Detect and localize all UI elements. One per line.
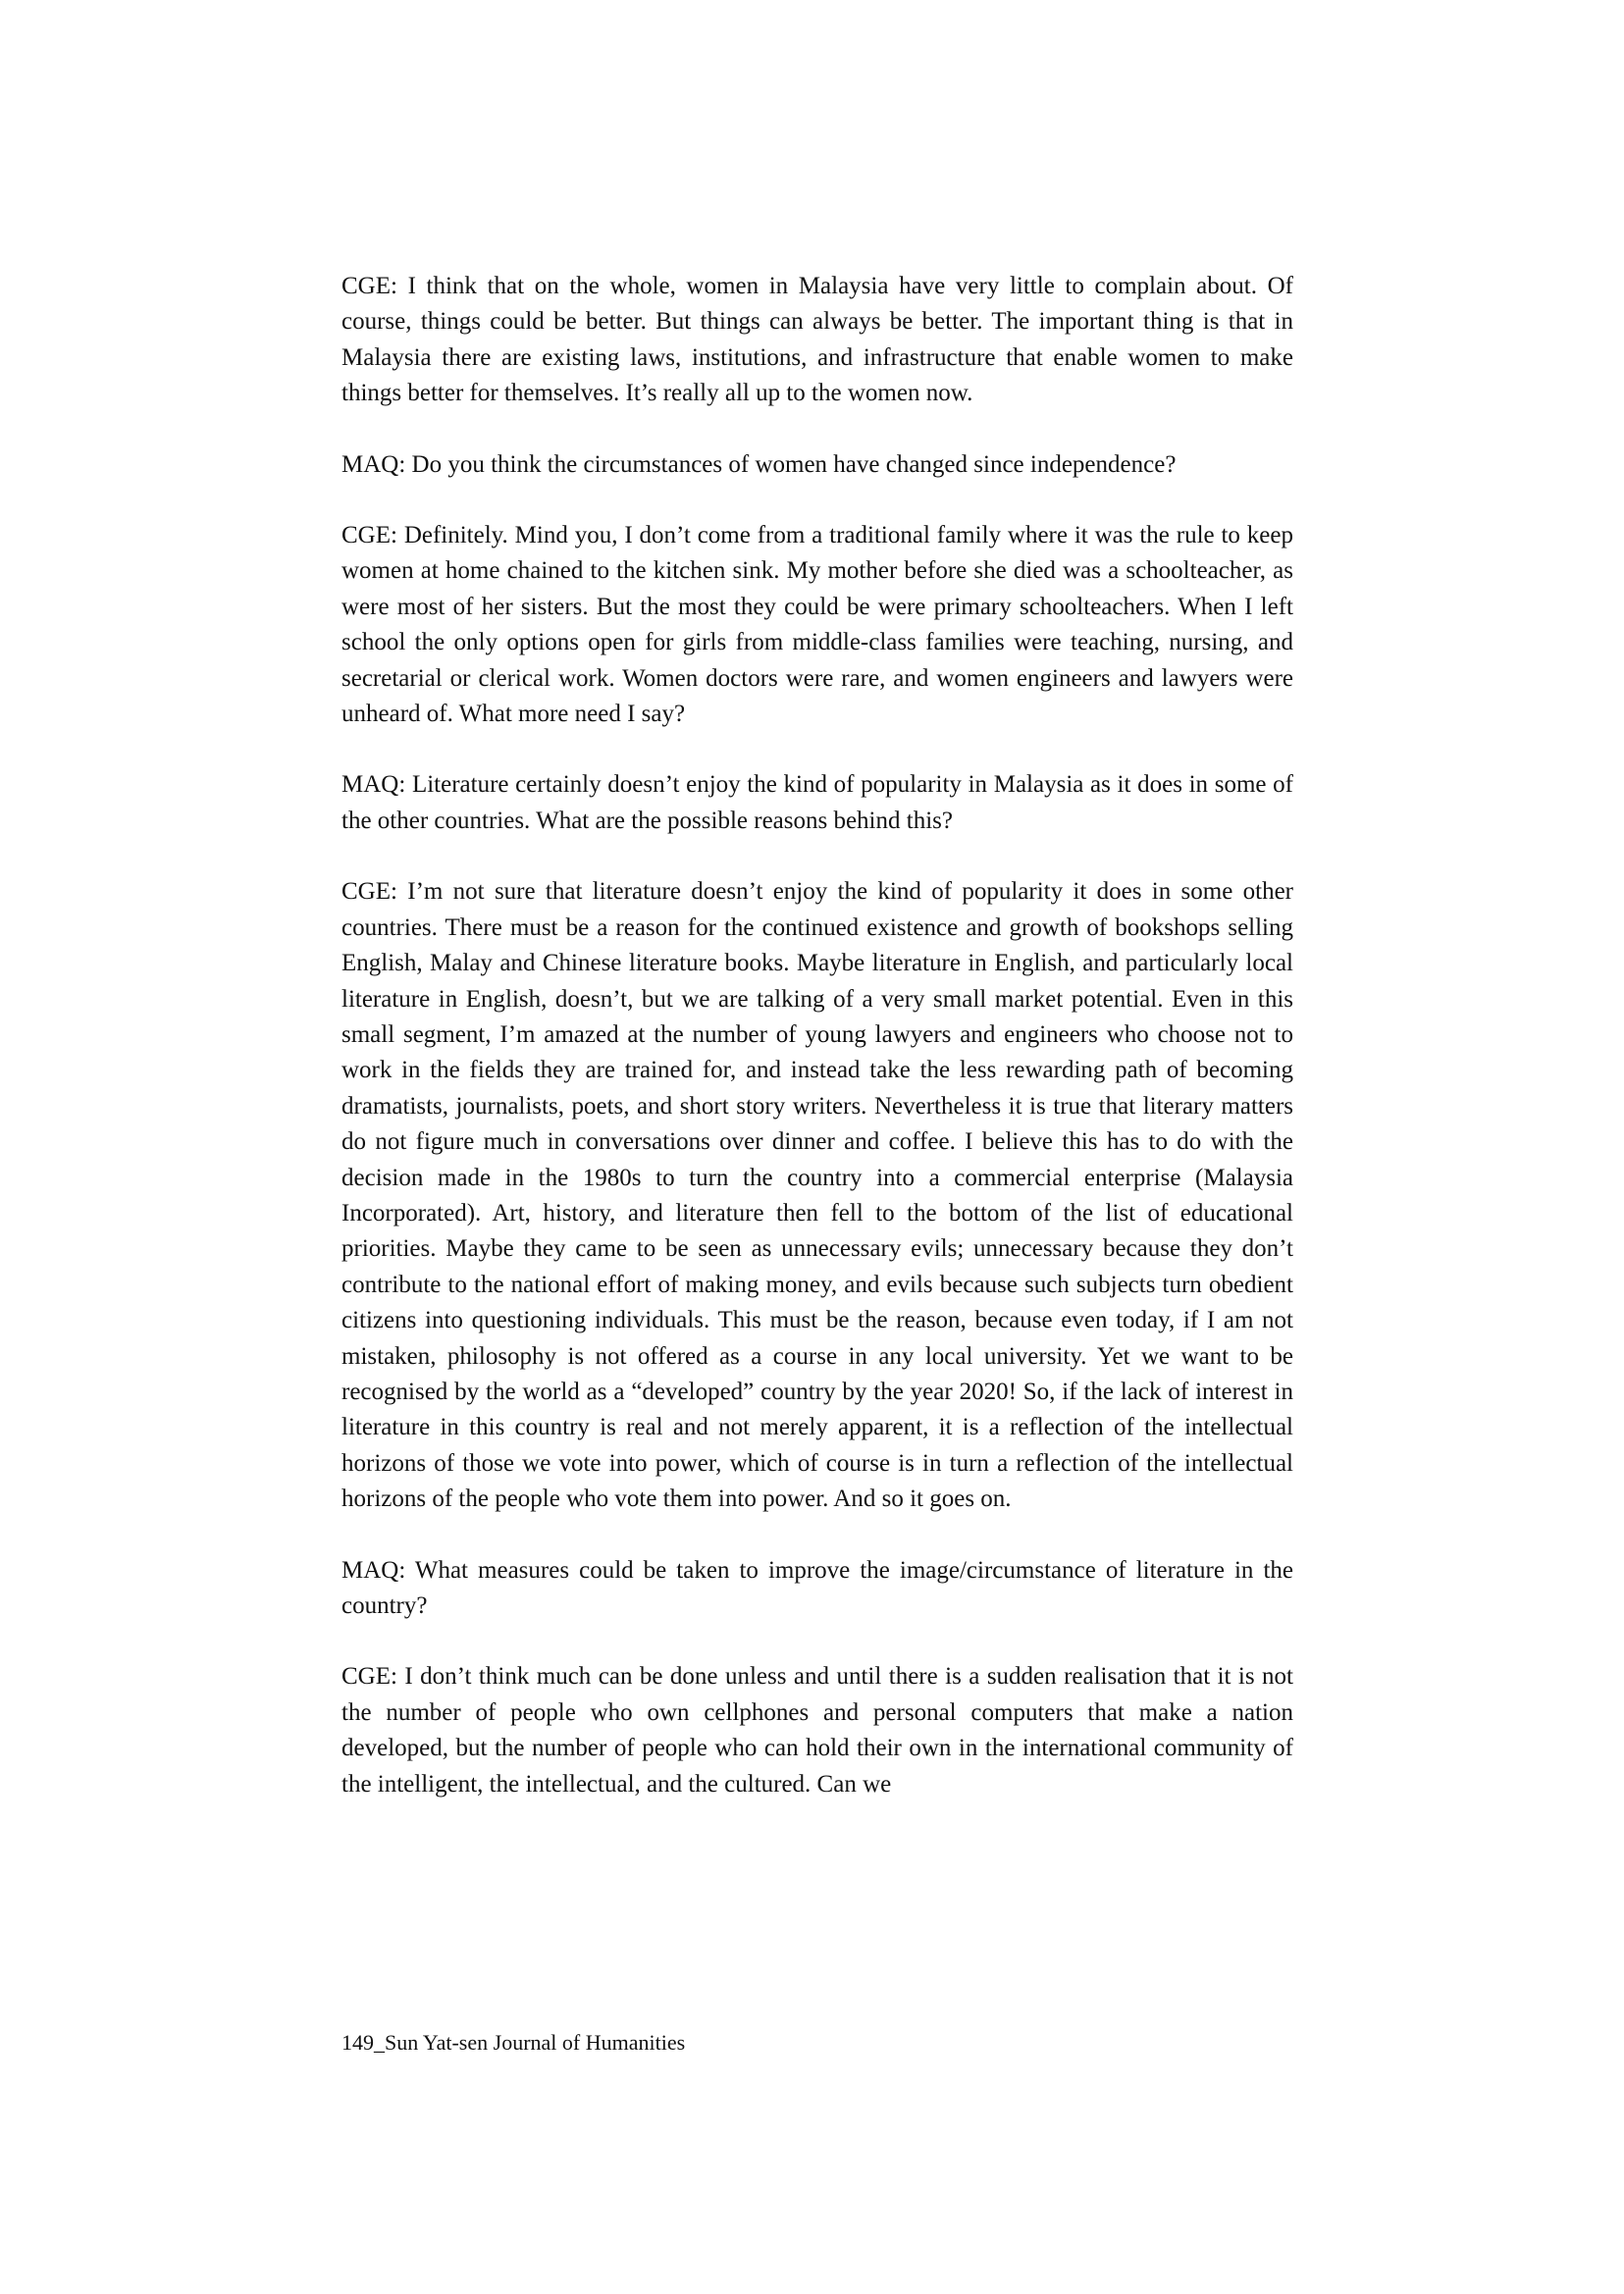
paragraph-cge-definitely: CGE: Definitely. Mind you, I don’t come from a traditional family where it was the rule to keep women at home chained to the kitchen sink. My mother before she died was a schoolteacher, as were most of her sisters. But the most they could be were primary schoolteachers. When I left school the only options open for girls from middle-class families were teaching, nursing, and secretarial or clerical work. Women doctors were rare, and women engineers and lawyers were unheard of. What more need I say?	[341, 522, 1293, 728]
page-footer: 149_Sun Yat-sen Journal of Humanities	[341, 2030, 686, 2055]
paragraph-cge-realisation: CGE: I don’t think much can be done unless and until there is a sudden realisation that it is not the number of people who own cellphones and personal computers that make a nation developed, but the number of people who can hold their own in the international community of the intelligent, the intellectual, and the cultured. Can we	[341, 1663, 1293, 1798]
paragraph-maq-circumstances-question: MAQ: Do you think the circumstances of women have changed since independence?	[341, 450, 1177, 478]
paragraph-maq-literature-popularity: MAQ: Literature certainly doesn’t enjoy the kind of popularity in Malaysia as it does in some of the other countries. What are the possible reasons behind this?	[341, 771, 1293, 834]
paragraph-cge-women-complaints: CGE: I think that on the whole, women in Malaysia have very little to complain about. Of course, things could be better. But things can always be better. The important thing is that in Malaysia there are existing laws, institutions, and infrastructure that enable women to make things better for themselves. It’s really all up to the women now.	[341, 273, 1293, 407]
paragraph-cge-literature-popularity: CGE: I’m not sure that literature doesn’t enjoy the kind of popularity it does in some other countries. There must be a reason for the continued existence and growth of bookshops selling English, Malay and Chinese literature books. Maybe literature in English, and particularly local literature in English, doesn’t, but we are talking of a very small market potential. Even in this small segment, I’m amazed at the number of young lawyers and engineers who choose not to work in the fields they are trained for, and instead take the less rewarding path of becoming dramatists, journalists, poets, and short story writers. Nevertheless it is true that literary matters do not figure much in conversations over dinner and coffee. I believe this has to do with the decision made in the 1980s to turn the country into a commercial enterprise (Malaysia Incorporated). Art, history, and literature then fell to the bottom of the list of educational priorities. Maybe they came to be seen as unnecessary evils; unnecessary because they don’t contribute to the national effort of making money, and evils because such subjects turn obedient citizens into questioning individuals. This must be the reason, because even today, if I am not mistaken, philosophy is not offered as a course in any local university. Yet we want to be recognised by the world as a “developed” country by the year 2020! So, if the lack of interest in literature in this country is real and not merely apparent, it is a reflection of the intellectual horizons of those we vote into power, which of course is in turn a reflection of the intellectual horizons of the people who vote them into power. And so it goes on.	[341, 878, 1293, 1513]
page-body	[341, 269, 1293, 1802]
paragraph-maq-improve-measures: MAQ: What measures could be taken to improve the image/circumstance of literature in the country?	[341, 1556, 1293, 1619]
